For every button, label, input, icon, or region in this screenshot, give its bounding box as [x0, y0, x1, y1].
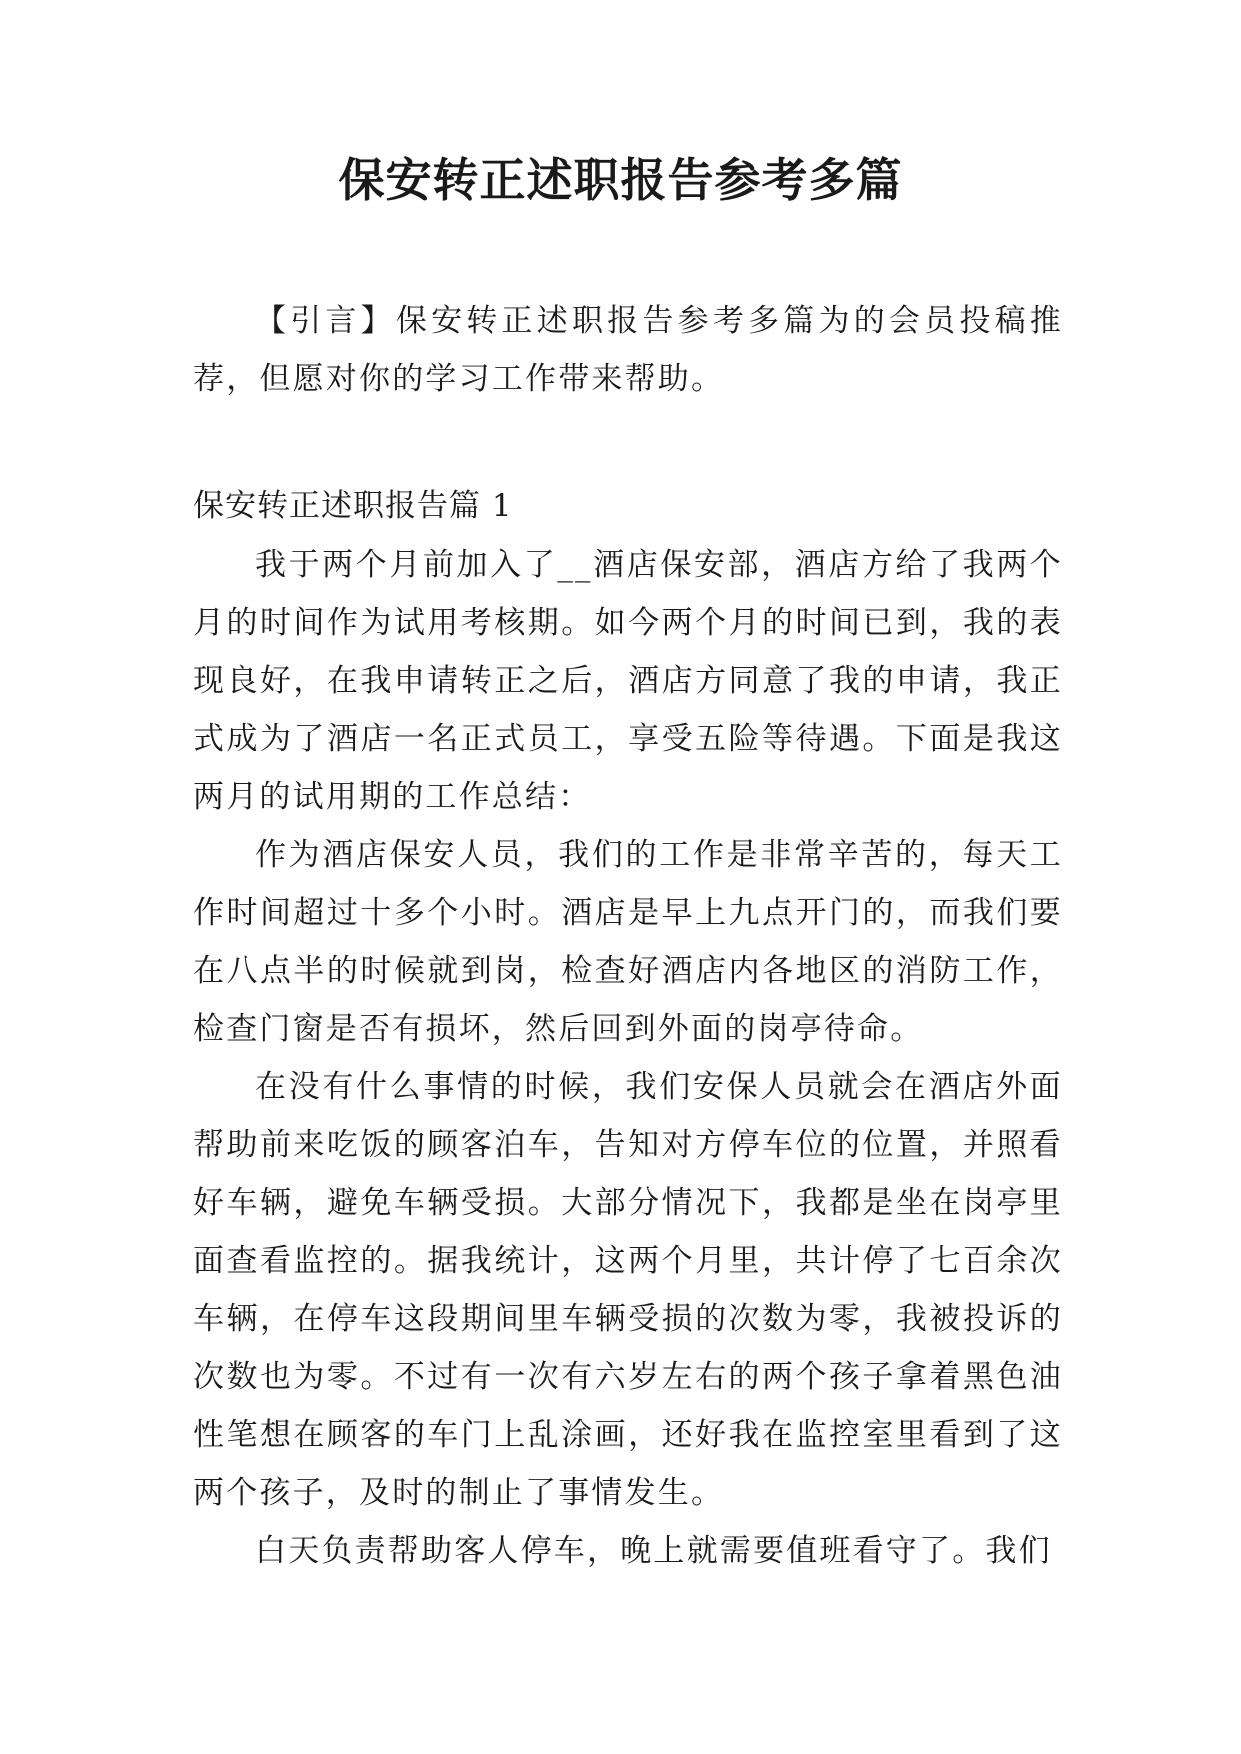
- document-title: 保安转正述职报告参考多篇: [338, 153, 903, 207]
- body-paragraph: 在没有什么事情的时候，我们安保人员就会在酒店外面帮助前来吃饭的顾客泊车，告知对方停车位的位置，并照看好车辆，避免车辆受损。大部分情况下，我都是坐在岗亭里面查看监控的。据我统计，这两个月里，共计停了七百余次车辆，在停车这段期间里车辆受损的次数为零，我被投诉的次数也为零。不过有一次有六岁左右的两个孩子拿着黑色油性笔想在顾客的车门上乱涂画，还好我在监控室里看到了这两个孩子，及时的制止了事情发生。: [193, 1069, 1063, 1511]
- body-paragraph: 白天负责帮助客人停车，晚上就需要值班看守了。我们: [255, 1533, 1052, 1569]
- document-body: [193, 292, 1063, 1580]
- section-heading: 保安转正述职报告篇 1: [193, 488, 513, 524]
- body-paragraph: 我于两个月前加入了__酒店保安部，酒店方给了我两个月的时间作为试用考核期。如今两个月的时间已到，我的表现良好，在我申请转正之后，酒店方同意了我的申请，我正式成为了酒店一名正式员工，享受五险等待遇。下面是我这两月的试用期的工作总结：: [193, 547, 1063, 815]
- body-paragraph: 作为酒店保安人员，我们的工作是非常辛苦的，每天工作时间超过十多个小时。酒店是早上九点开门的，而我们要在八点半的时候就到岗，检查好酒店内各地区的消防工作，检查门窗是否有损坏，然后回到外面的岗亭待命。: [193, 837, 1063, 1047]
- intro-paragraph: 【引言】保安转正述职报告参考多篇为的会员投稿推荐，但愿对你的学习工作带来帮助。: [193, 303, 1063, 397]
